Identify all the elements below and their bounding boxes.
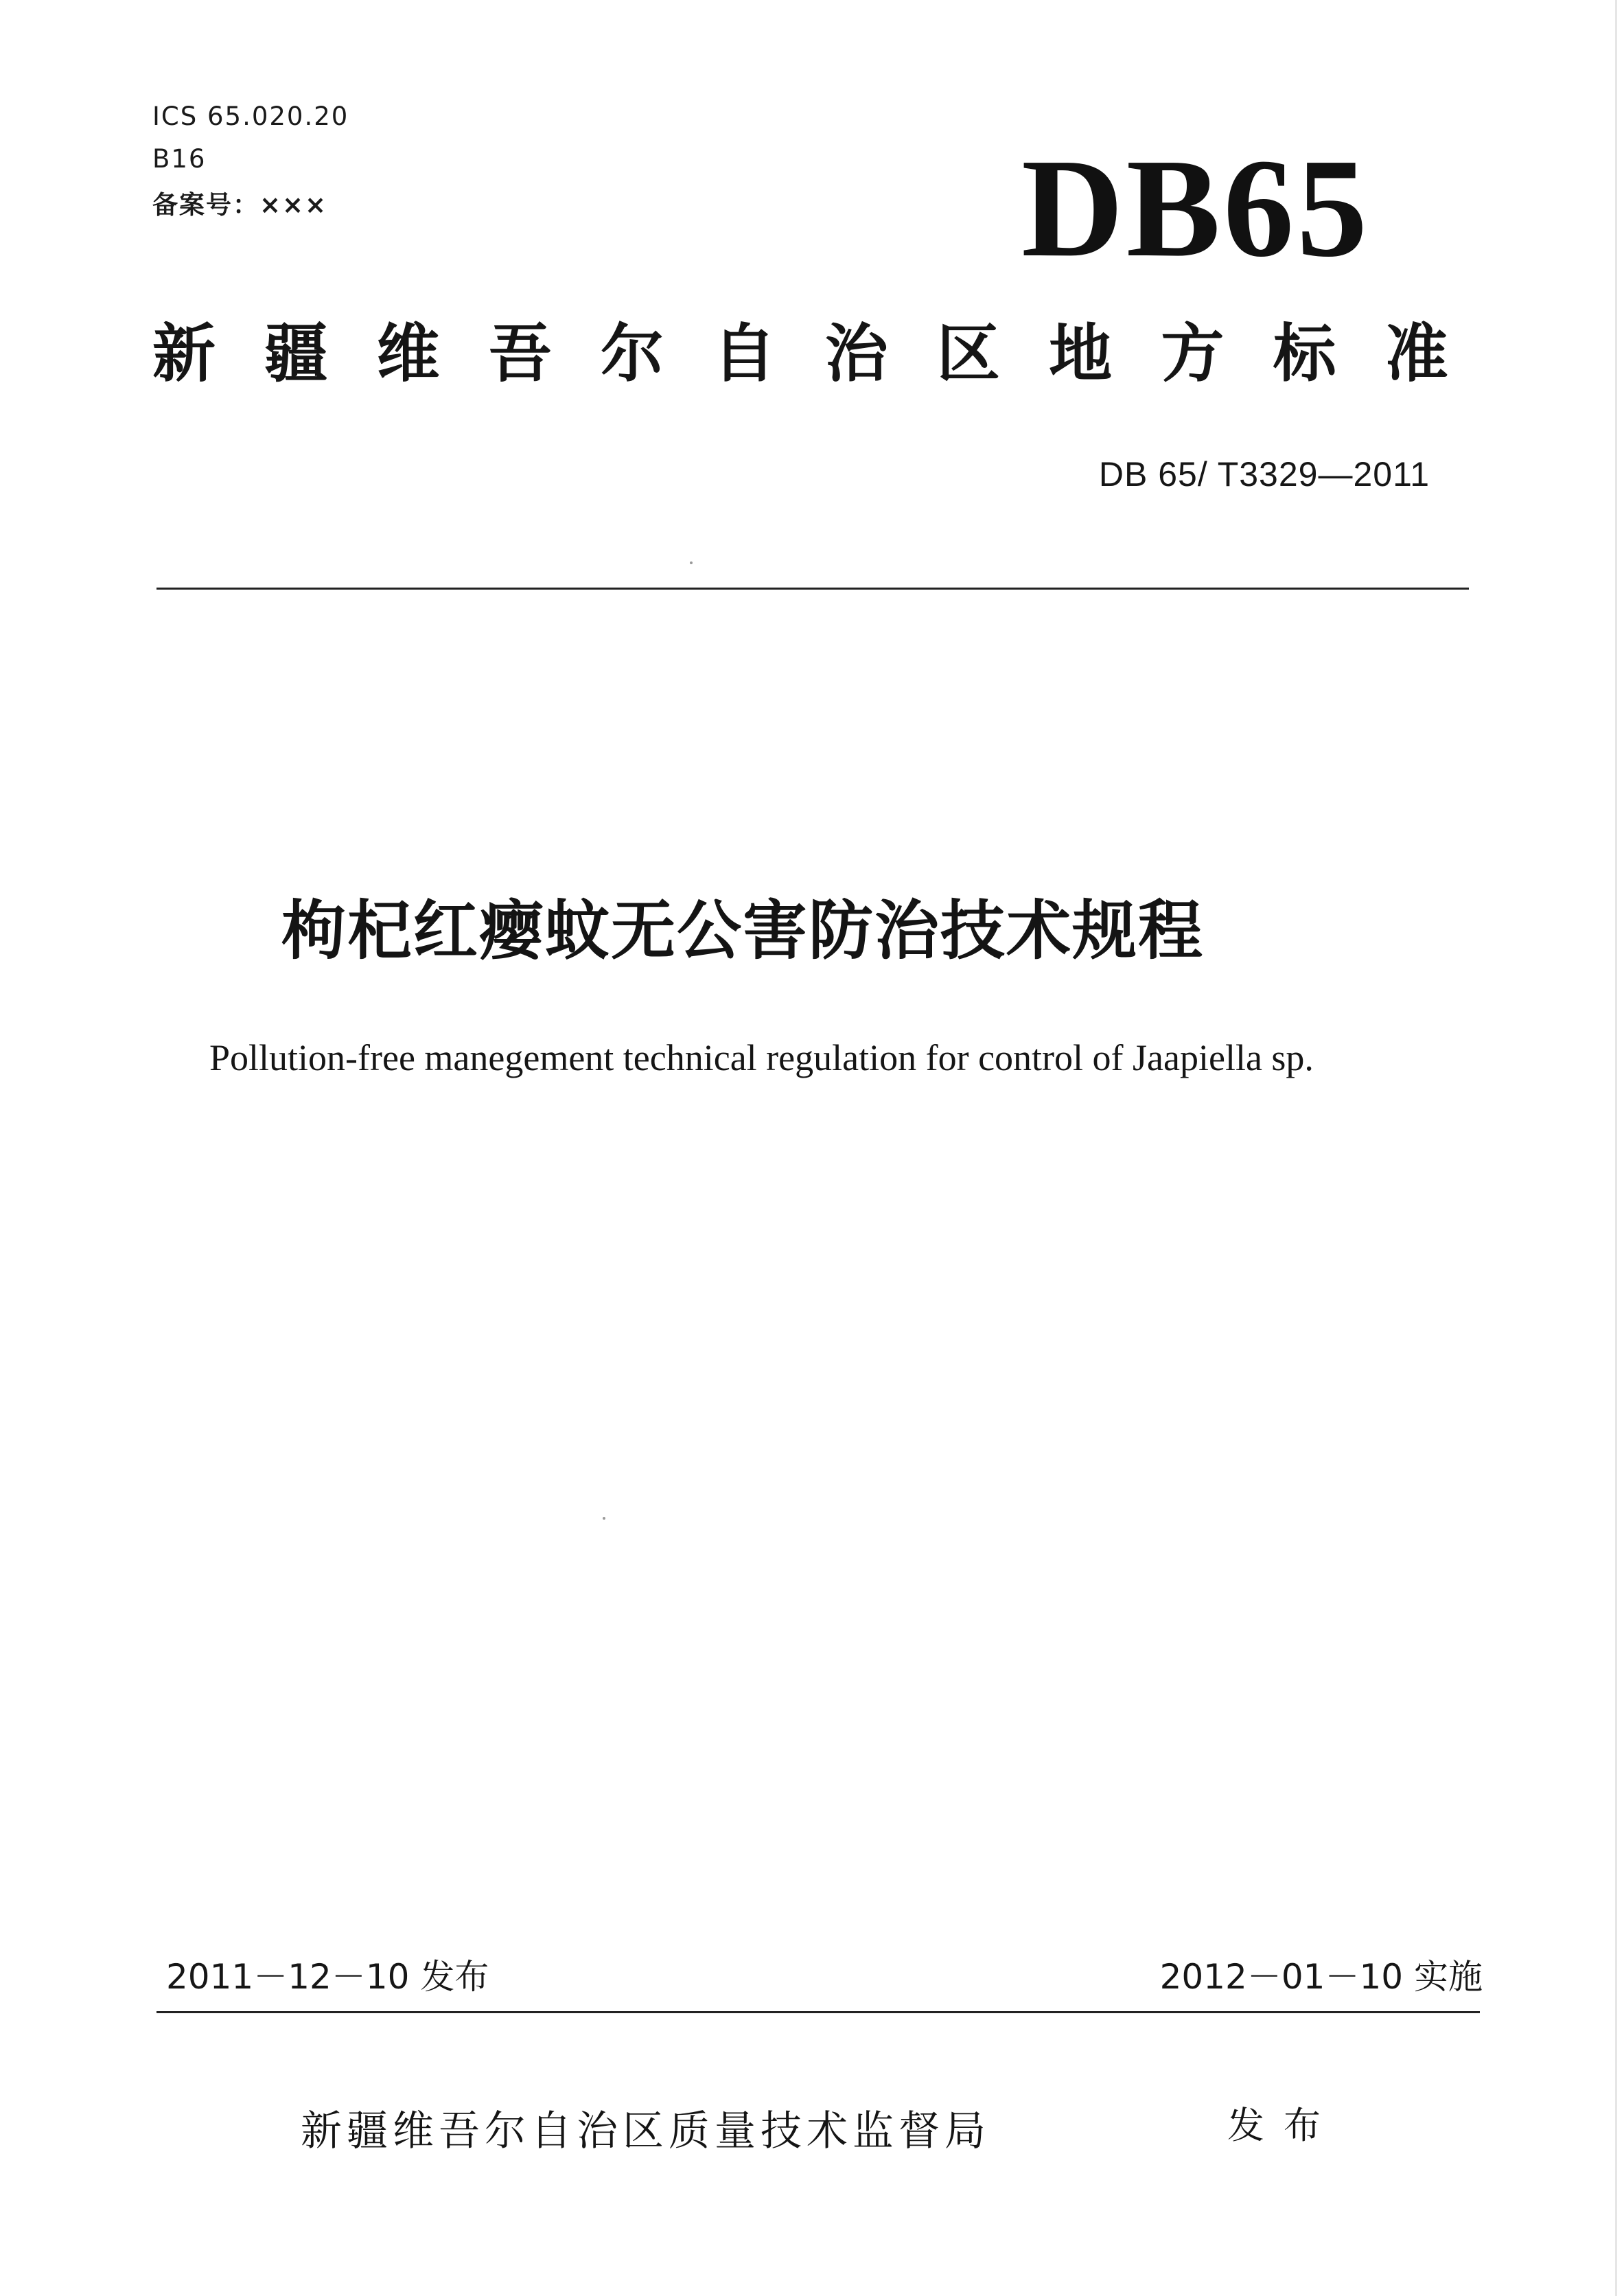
header-divider [156,588,1469,590]
standard-type-char: 维 [376,317,440,391]
standard-type-heading [152,317,1448,391]
footer-divider [156,2011,1480,2013]
scan-speck [690,561,693,564]
standard-type-char: 尔 [601,317,664,391]
standard-type-char: 吾 [488,317,552,391]
standard-number: DB 65/ T3329—2011 [1098,455,1430,494]
issuing-label: 发布 [1227,2104,1340,2147]
standard-type-char: 地 [1049,317,1113,391]
issue-date: 2011－12－10 发布 [166,1957,489,1997]
ics-code: ICS 65.020.20 [152,102,349,131]
standard-type-char: 准 [1384,317,1448,391]
standard-type-char: 新 [152,317,216,391]
issuing-authority: 新疆维吾尔自治区质量技术监督局 [301,2107,990,2155]
standard-type-char: 自 [712,317,776,391]
filing-number: 备案号：××× [152,190,328,220]
document-title-english: Pollution-free manegement technical regulation for control of Jaapiella sp. [209,1037,1314,1078]
standard-type-char: 标 [1273,317,1336,391]
standard-type-char: 区 [936,317,1000,391]
implementation-date: 2012－01－10 实施 [1159,1957,1483,1997]
document-title-chinese: 枸杞红瘿蚊无公害防治技术规程 [281,894,1205,969]
scan-speck [603,1517,605,1520]
standard-type-char: 疆 [264,317,328,391]
standard-type-char: 治 [824,317,888,391]
db-logo: DB65 [1021,129,1371,286]
page-edge [1615,0,1617,2296]
standard-type-char: 方 [1161,317,1225,391]
ccs-code: B16 [152,144,207,174]
